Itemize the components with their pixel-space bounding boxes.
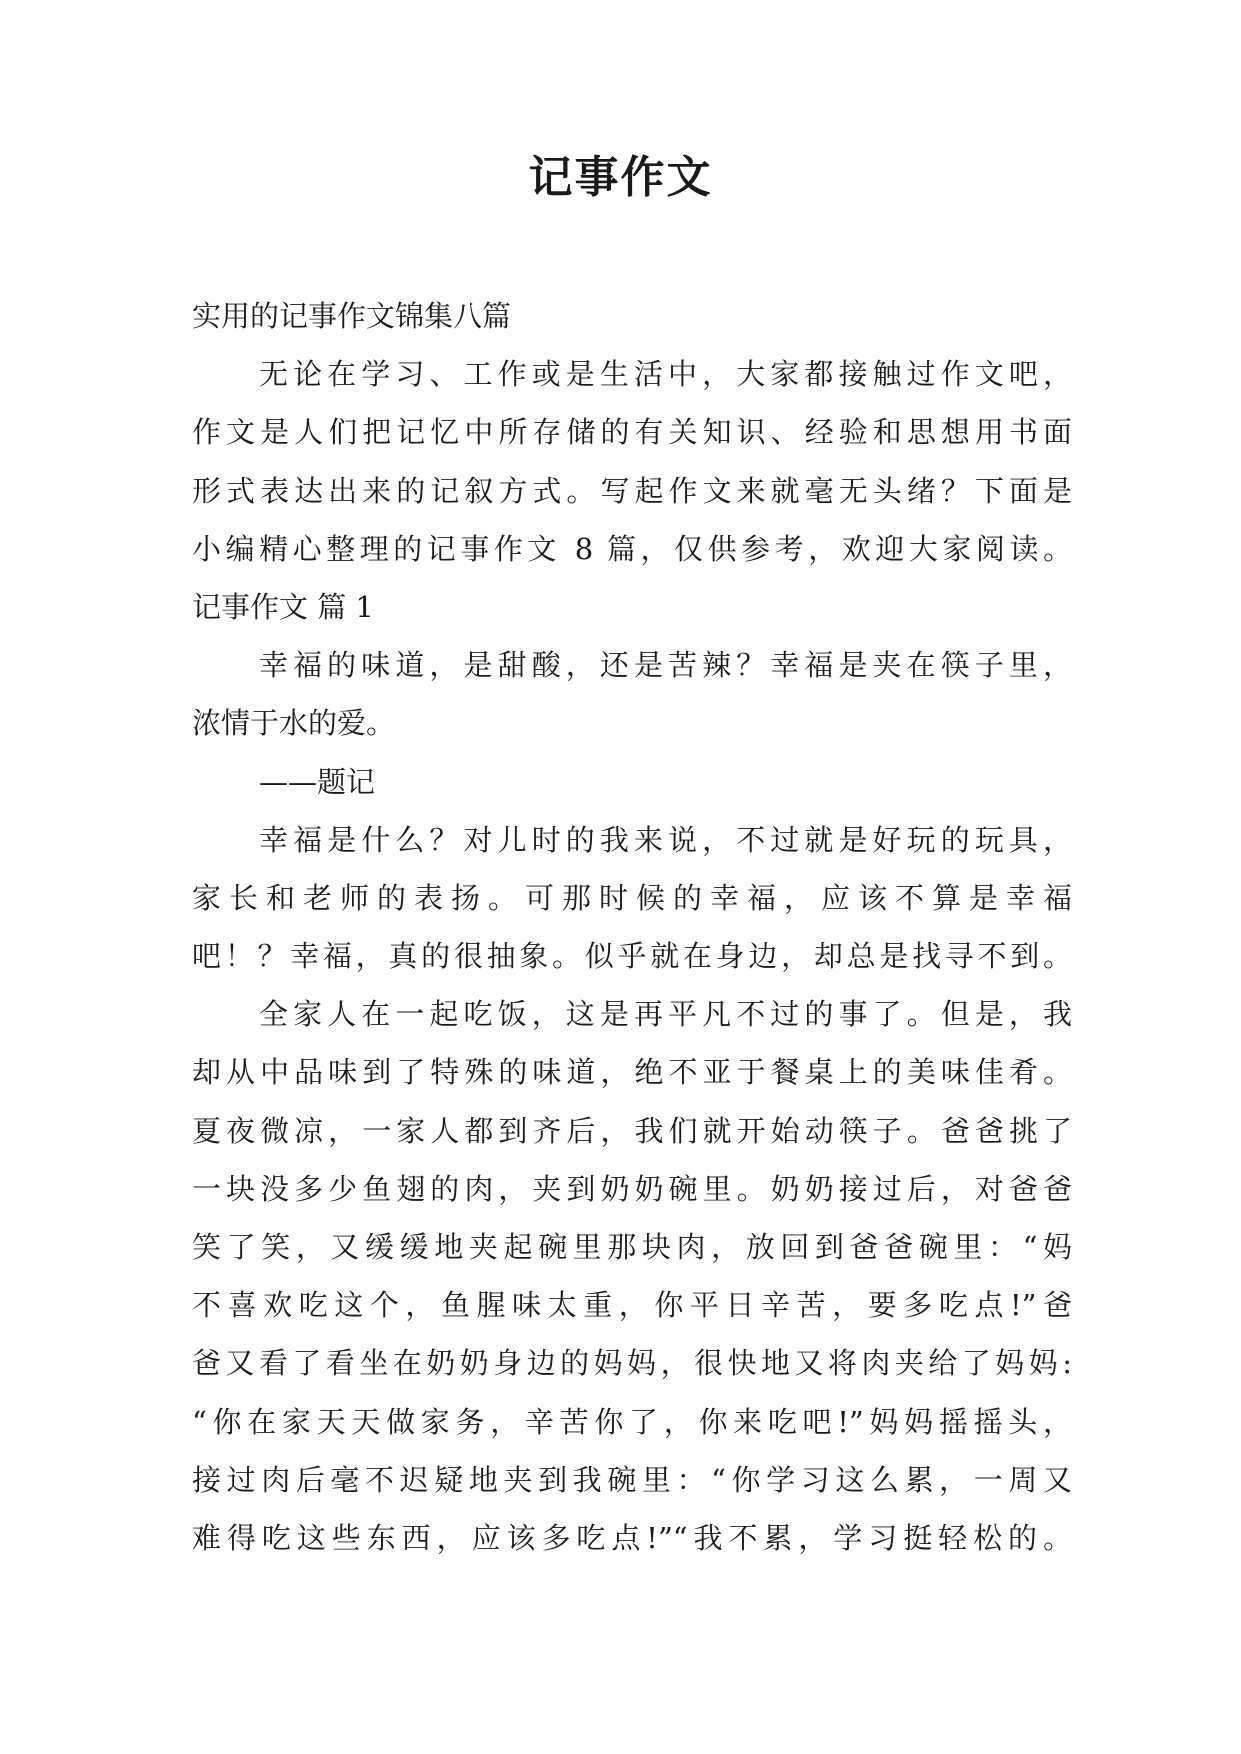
paragraph-line: 爸又看了看坐在奶奶身边的妈妈，很快地又将肉夹给了妈妈: <box>192 1346 1072 1381</box>
paragraph-line: 接过肉后毫不迟疑地夹到我碗里：“你学习这么累，一周又 <box>192 1462 1072 1497</box>
paragraph-line: 幸福的味道，是甜酸，还是苦辣？幸福是夹在筷子里， <box>259 648 1072 683</box>
paragraph-line: 不喜欢吃这个，鱼腥味太重，你平日辛苦，要多吃点!”爸 <box>192 1288 1072 1323</box>
paragraph-line: 夏夜微凉，一家人都到齐后，我们就开始动筷子。爸爸挑了 <box>192 1113 1072 1148</box>
paragraph-line: 无论在学习、工作或是生活中，大家都接触过作文吧， <box>259 357 1072 392</box>
paragraph-line: 浓情于水的爱。 <box>192 706 396 741</box>
paragraph-line: 笑了笑，又缓缓地夹起碗里那块肉，放回到爸爸碗里：“妈 <box>192 1230 1072 1264</box>
paragraph-line: 难得吃这些东西，应该多吃点!”“我不累，学习挺轻松的。 <box>192 1520 1072 1555</box>
paragraph-line: 家长和老师的表扬。可那时候的幸福，应该不算是幸福 <box>192 880 1072 915</box>
paragraph-line: 幸福是什么？对儿时的我来说，不过就是好玩的玩具， <box>259 822 1072 857</box>
paragraph-line: 却从中品味到了特殊的味道，绝不亚于餐桌上的美味佳肴。 <box>192 1055 1072 1090</box>
document-title: 记事作文 <box>528 152 713 203</box>
document-body <box>192 287 1072 1567</box>
paragraph-line: 一块没多少鱼翅的肉，夹到奶奶碗里。奶奶接过后，对爸爸 <box>192 1171 1072 1206</box>
section-heading: 记事作文 篇 1 <box>192 589 374 624</box>
paragraph-line: 吧！？幸福，真的很抽象。似乎就在身边，却总是找寻不到。 <box>192 939 1072 974</box>
epigraph-attribution: ——题记 <box>259 764 376 799</box>
subtitle-line: 实用的记事作文锦集八篇 <box>192 299 512 333</box>
paragraph-line: 作文是人们把记忆中所存储的有关知识、经验和思想用书面 <box>192 415 1072 450</box>
paragraph-line: 小编精心整理的记事作文 8 篇，仅供参考，欢迎大家阅读。 <box>192 531 1072 566</box>
paragraph-line: “你在家天天做家务，辛苦你了，你来吃吧!”妈妈摇摇头， <box>192 1404 1072 1439</box>
paragraph-line: 全家人在一起吃饭，这是再平凡不过的事了。但是，我 <box>259 997 1072 1032</box>
paragraph-line: 形式表达出来的记叙方式。写起作文来就毫无头绪？下面是 <box>192 473 1072 508</box>
